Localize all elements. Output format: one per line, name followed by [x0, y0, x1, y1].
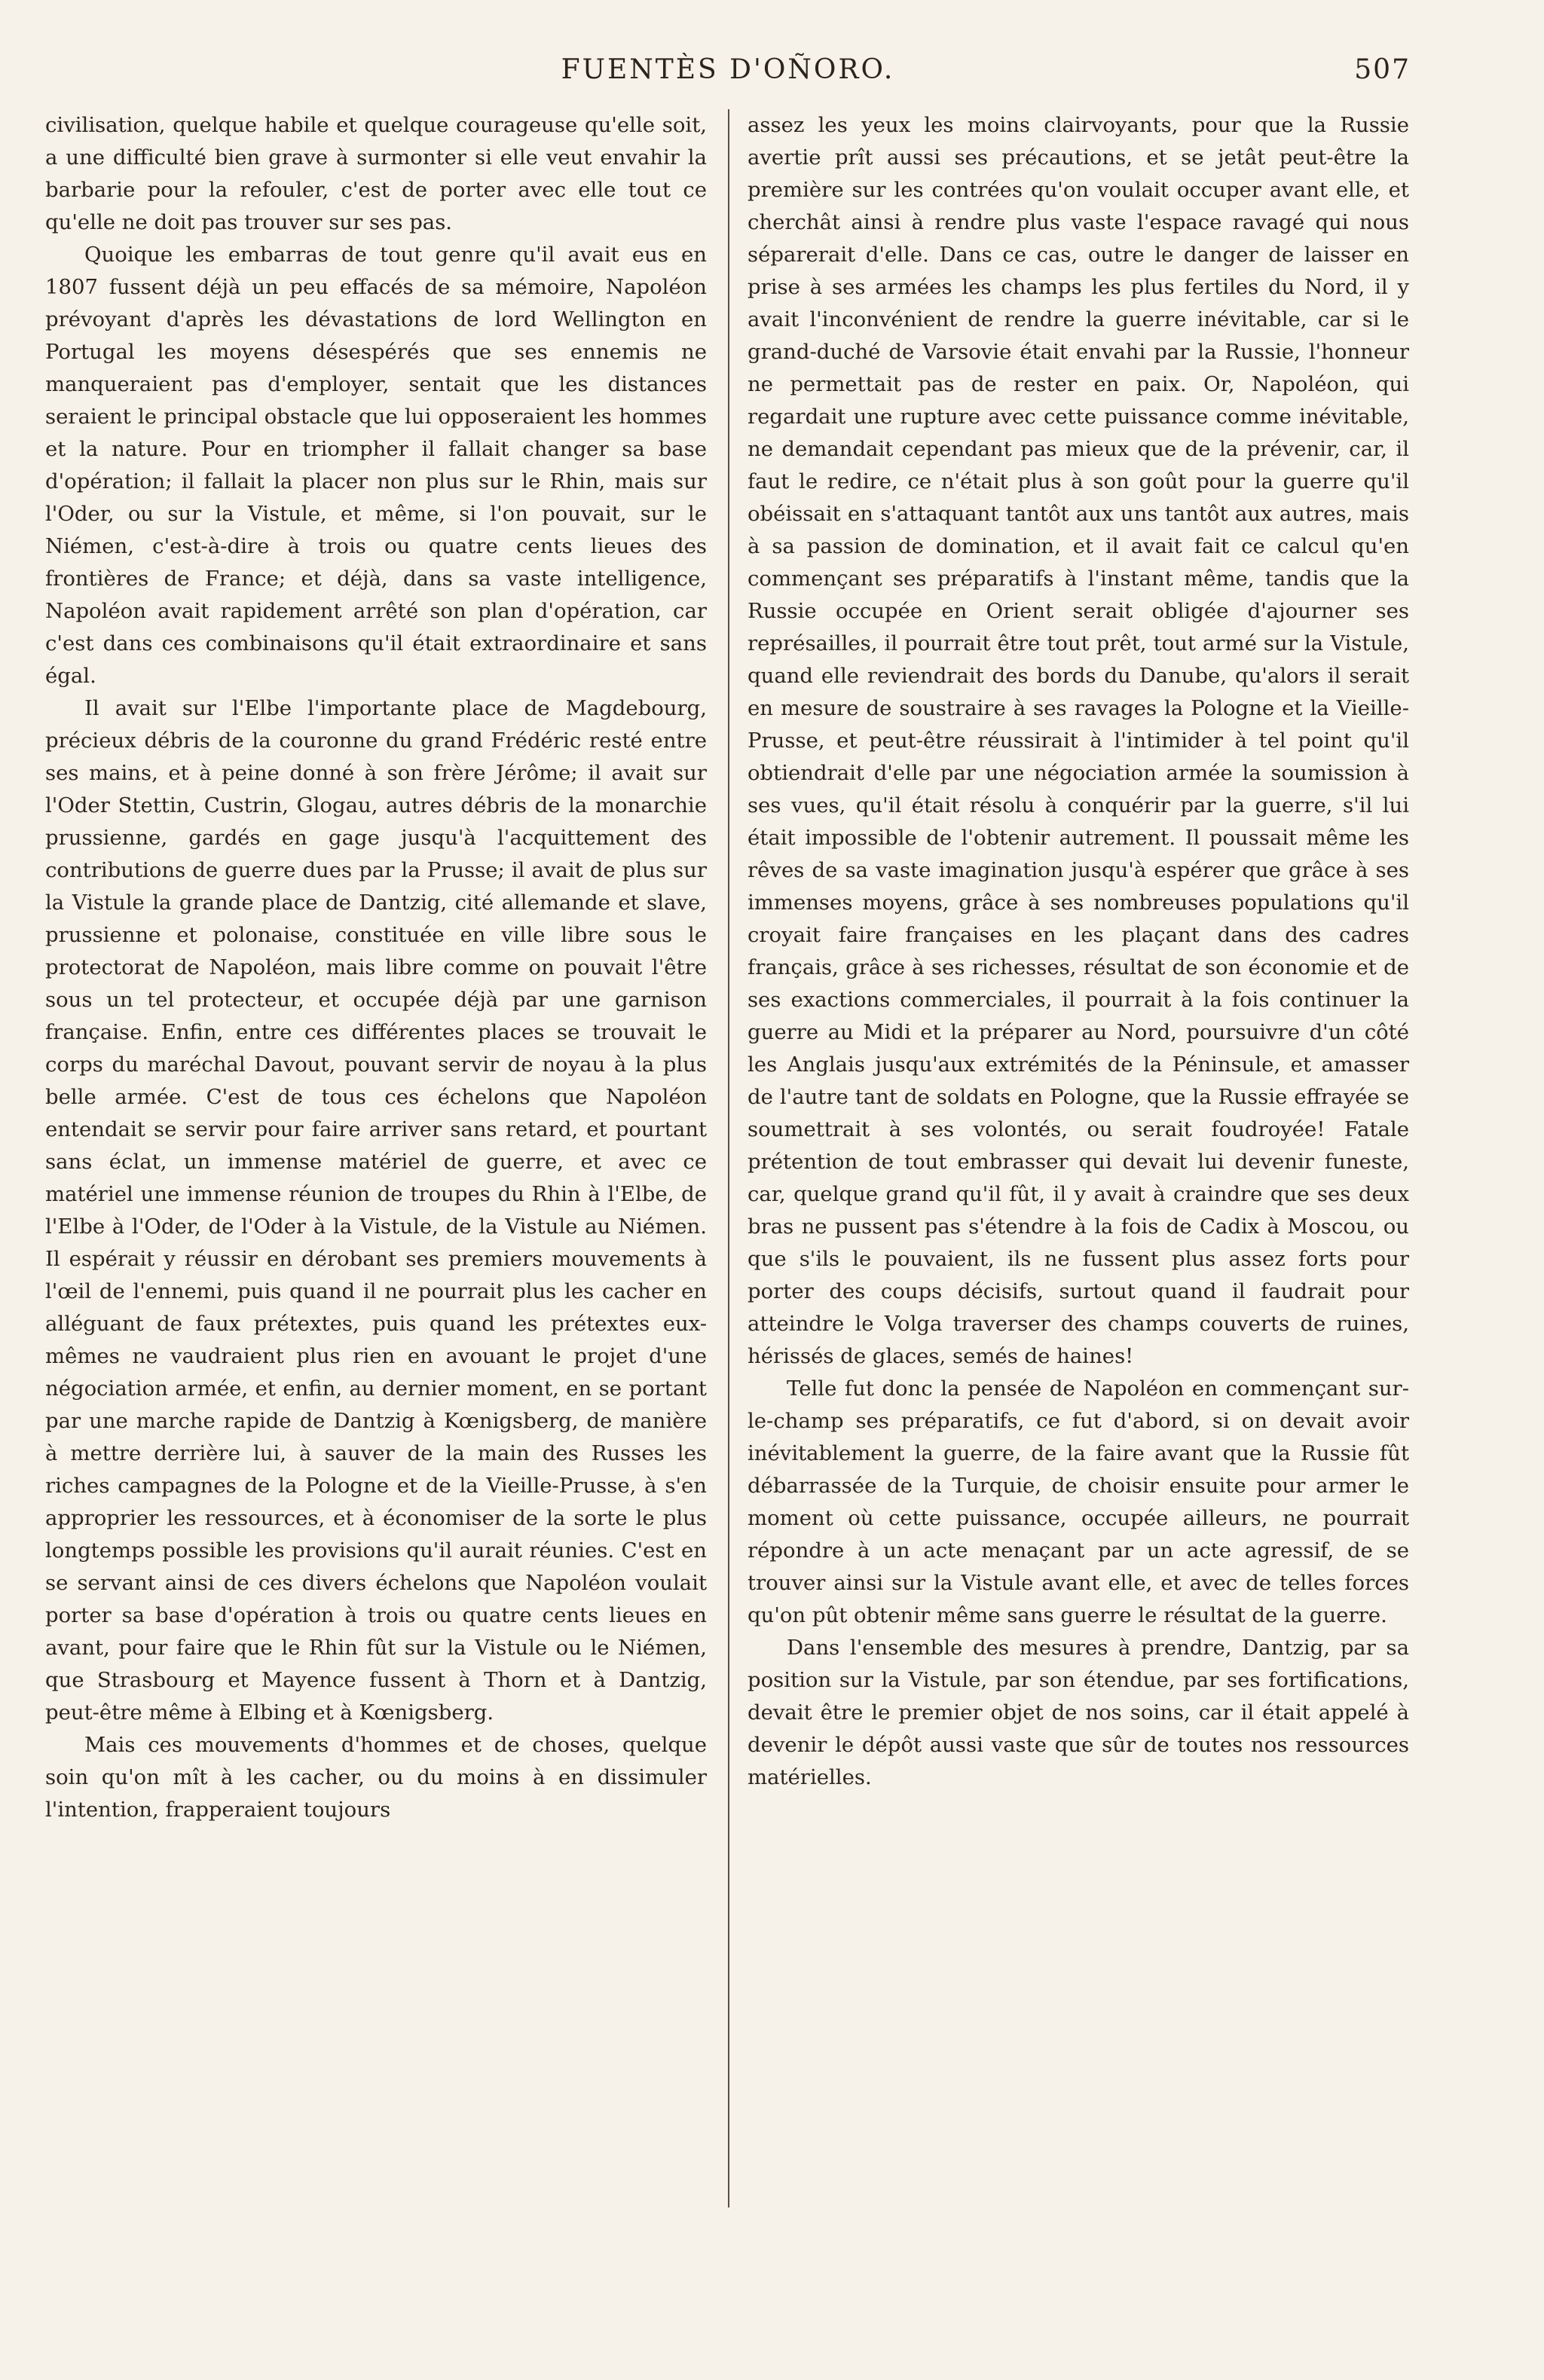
paragraph: Il avait sur l'Elbe l'importante place de Magdebourg, précieux débris de la couronne du grand Frédéric resté entre ses mains, et à peine donné à son frère Jérôme; il avait sur l'Oder Stettin, Custrin, Glogau, autres débris de la monarchie prussienne, gardés en gage jusqu'à l'acquittement des contributions de guerre dues par la Prusse; il avait de plus sur la Vistule la grande place de Dantzig, cité allemande et slave, prussienne et polonaise, constituée en ville libre sous le protectorat de Napoléon, mais libre comme on pouvait l'être sous un tel protecteur, et occupée déjà par une garnison française. Enfin, entre ces différentes places se trouvait le corps du maréchal Davout, pouvant servir de noyau à la plus belle armée. C'est de tous ces échelons que Napoléon entendait se servir pour faire arriver sans retard, et pourtant sans éclat, un immense matériel de guerre, et avec ce matériel une immense réunion de troupes du Rhin à l'Elbe, de l'Elbe à l'Oder, de l'Oder à la Vistule, de la Vistule au Niémen. Il espérait y réussir en dérobant ses premiers mouvements à l'œil de l'ennemi, puis quand il ne pourrait plus les cacher en alléguant de faux prétextes, puis quand les prétextes eux-mêmes ne vaudraient plus rien en avouant le projet d'une négociation armée, et enfin, au dernier moment, en se portant par une marche rapide de Dantzig à Kœnigsberg, de manière à mettre derrière lui, à sauver de la main des Russes les riches campagnes de la Pologne et de la Vieille-Prusse, à s'en approprier les ressources, et à économiser de la sorte le plus longtemps possible les provisions qu'il aurait réunies. C'est en se servant ainsi de ces divers échelons que Napoléon voulait porter sa base d'opération à trois ou quatre cents lieues en avant, pour faire que le Rhin fût sur la Vistule ou le Niémen, que Strasbourg et Mayence fussent à Thorn et à Dantzig, peut-être même à Elbing et à Kœnigsberg. — [45, 696, 707, 1725]
running-title: FUENTÈS D'OÑORO. — [561, 54, 895, 85]
right-column — [748, 109, 1409, 1794]
paragraph: assez les yeux les moins clairvoyants, pour que la Russie avertie prît aussi ses précautions, et se jetât peut-être la première sur les contrées qu'on voulait occuper avant elle, et cherchât ainsi à rendre plus vaste l'espace ravagé qui nous séparerait d'elle. Dans ce cas, outre le danger de laisser en prise à ses armées les champs les plus fertiles du Nord, il y avait l'inconvénient de rendre la guerre inévitable, car si le grand-duché de Varsovie était envahi par la Russie, l'honneur ne permettait pas de rester en paix. Or, Napoléon, qui regardait une rupture avec cette puissance comme inévitable, ne demandait cependant pas mieux que de la prévenir, car, il faut le redire, ce n'était plus à son goût pour la guerre qu'il obéissait en s'attaquant tantôt aux uns tantôt aux autres, mais à sa passion de domination, et il avait fait ce calcul qu'en commençant ses préparatifs à l'instant même, tandis que la Russie occupée en Orient serait obligée d'ajourner ses représailles, il pourrait être tout prêt, tout armé sur la Vistule, quand elle reviendrait des bords du Danube, qu'alors il serait en mesure de soustraire à ses ravages la Pologne et la Vieille-Prusse, et peut-être réussirait à l'intimider à tel point qu'il obtiendrait d'elle par une négociation armée la soumission à ses vues, qu'il était résolu à conquérir par la guerre, s'il lui était impossible de l'obtenir autrement. Il poussait même les rêves de sa vaste imagination jusqu'à espérer que grâce à ses immenses moyens, grâce à ses nombreuses populations qu'il croyait faire françaises en les plaçant dans des cadres français, grâce à ses richesses, résultat de son économie et de ses exactions commerciales, il pourrait à la fois continuer la guerre au Midi et la préparer au Nord, poursuivre d'un côté les Anglais jusqu'aux extrémités de la Péninsule, et amasser de l'autre tant de soldats en Pologne, que la Russie effrayée se soumettrait à ses volontés, ou serait foudroyée! Fatale prétention de tout embrasser qui devait lui devenir funeste, car, quelque grand qu'il fût, il y avait à craindre que ses deux bras ne pussent pas s'étendre à la fois de Cadix à Moscou, ou que s'ils le pouvaient, ils ne fussent plus assez forts pour porter des coups décisifs, surtout quand il faudrait pour atteindre le Volga traverser des champs couverts de ruines, hérissés de glaces, semés de haines! — [748, 113, 1409, 1368]
page-header — [45, 54, 1411, 99]
paragraph: Dans l'ensemble des mesures à prendre, Dantzig, par sa position sur la Vistule, par son étendue, par ses fortifications, devait être le premier objet de nos soins, car il était appelé à devenir le dépôt aussi vaste que sûr de toutes nos ressources matérielles. — [748, 1636, 1409, 1789]
paragraph: Quoique les embarras de tout genre qu'il avait eus en 1807 fussent déjà un peu effacés de sa mémoire, Napoléon prévoyant d'après les dévastations de lord Wellington en Portugal les moyens désespérés que ses ennemis ne manqueraient pas d'employer, sentait que les distances seraient le principal obstacle que lui opposeraient les hommes et la nature. Pour en triompher il fallait changer sa base d'opération; il fallait la placer non plus sur le Rhin, mais sur l'Oder, ou sur la Vistule, et même, si l'on pouvait, sur le Niémen, c'est-à-dire à trois ou quatre cents lieues des frontières de France; et déjà, dans sa vaste intelligence, Napoléon avait rapidement arrêté son plan d'opération, car c'est dans ces combinaisons qu'il était extraordinaire et sans égal. — [45, 243, 707, 688]
left-column — [45, 109, 707, 1826]
column-divider — [728, 109, 729, 2207]
paragraph: civilisation, quelque habile et quelque courageuse qu'elle soit, a une difficulté bien grave à surmonter si elle veut envahir la barbarie pour la refouler, c'est de porter avec elle tout ce qu'elle ne doit pas trouver sur ses pas. — [45, 113, 707, 234]
paragraph: Telle fut donc la pensée de Napoléon en commençant sur-le-champ ses préparatifs, ce fut d'abord, si on devait avoir inévitablement la guerre, de la faire avant que la Russie fût débarrassée de la Turquie, de choisir ensuite pour armer le moment où cette puissance, occupée ailleurs, ne pourrait répondre à un acte menaçant par un acte agressif, de se trouver ainsi sur la Vistule avant elle, et avec de telles forces qu'on pût obtenir même sans guerre le résultat de la guerre. — [748, 1376, 1409, 1627]
paragraph: Mais ces mouvements d'hommes et de choses, quelque soin qu'on mît à les cacher, ou du moins à en dissimuler l'intention, frapperaient toujours — [45, 1733, 707, 1822]
page-number: 507 — [1354, 54, 1411, 85]
